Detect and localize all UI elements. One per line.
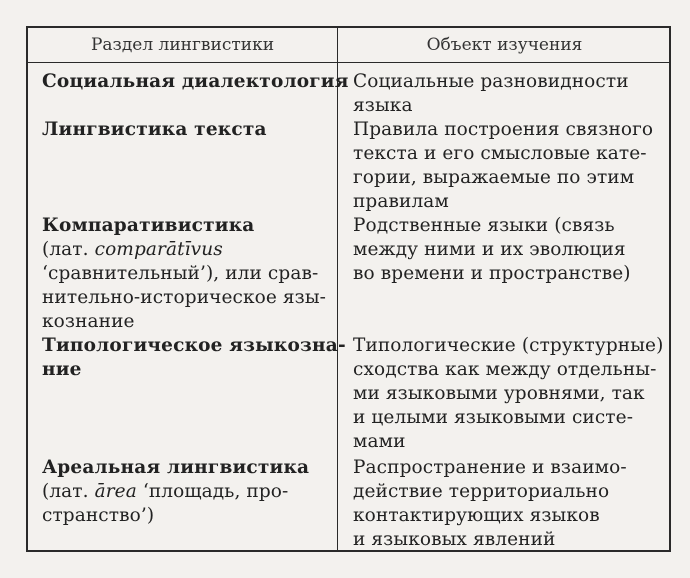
latin-word: ārea bbox=[94, 481, 137, 502]
note-line: странство’) bbox=[42, 505, 155, 526]
row-4-object bbox=[353, 334, 665, 454]
latin-word: comparātīvus bbox=[94, 239, 223, 260]
note-line: кознание bbox=[42, 311, 135, 332]
object-line: текста и его смысловые кате- bbox=[353, 143, 647, 164]
row-5-object bbox=[353, 456, 665, 552]
term-line: ние bbox=[42, 359, 82, 380]
row-1-term bbox=[42, 70, 349, 94]
note-prefix: (лат. bbox=[42, 481, 95, 502]
object-line: Социальные разновидности bbox=[353, 71, 629, 92]
object-line: и языковых явлений bbox=[353, 529, 556, 550]
note-line: нительно-историческое язы- bbox=[42, 287, 327, 308]
column-divider bbox=[337, 28, 338, 550]
term-line: Компаративистика bbox=[42, 215, 255, 236]
term-line: Типологическое языкозна- bbox=[42, 335, 346, 356]
object-line: Правила построения связного bbox=[353, 119, 654, 140]
object-line: Родственные языки (связь bbox=[353, 215, 615, 236]
row-5-term bbox=[42, 456, 334, 528]
term-line: Лингвистика текста bbox=[42, 119, 267, 140]
object-line: ми языковыми уровнями, так bbox=[353, 383, 645, 404]
note-prefix: (лат. bbox=[42, 239, 95, 260]
object-line: сходства как между отдельны- bbox=[353, 359, 657, 380]
object-line: Распространение и взаимо- bbox=[353, 457, 627, 478]
header-object: Объект изучения bbox=[426, 35, 583, 55]
row-4-term bbox=[42, 334, 346, 382]
note-line bbox=[42, 238, 334, 262]
object-line: языка bbox=[353, 95, 413, 116]
header-section: Раздел лингвистики bbox=[90, 35, 275, 55]
object-line: гории, выражаемые по этим bbox=[353, 167, 635, 188]
object-line: между ними и их эволюция bbox=[353, 239, 626, 260]
object-line: во времени и пространстве) bbox=[353, 263, 631, 284]
row-3-term bbox=[42, 214, 334, 334]
linguistics-table bbox=[26, 26, 671, 552]
term-line: Ареальная лингвистика bbox=[42, 457, 310, 478]
table-header bbox=[28, 28, 669, 63]
object-line: контактирующих языков bbox=[353, 505, 600, 526]
note-after-latin: ‘площадь, про- bbox=[136, 481, 289, 502]
row-3-object bbox=[353, 214, 665, 286]
object-line: и целыми языковыми систе- bbox=[353, 407, 634, 428]
row-2-term bbox=[42, 118, 334, 142]
note-line bbox=[42, 480, 334, 504]
object-line: Типологические (структурные) bbox=[353, 335, 664, 356]
row-2-object bbox=[353, 118, 665, 214]
object-line: действие территориально bbox=[353, 481, 610, 502]
object-line: правилам bbox=[353, 191, 449, 212]
note-line: ‘сравнительный’), или срав- bbox=[42, 263, 319, 284]
term-line: Социальная диалектология bbox=[42, 71, 349, 92]
row-1-object bbox=[353, 70, 665, 118]
object-line: мами bbox=[353, 431, 406, 452]
